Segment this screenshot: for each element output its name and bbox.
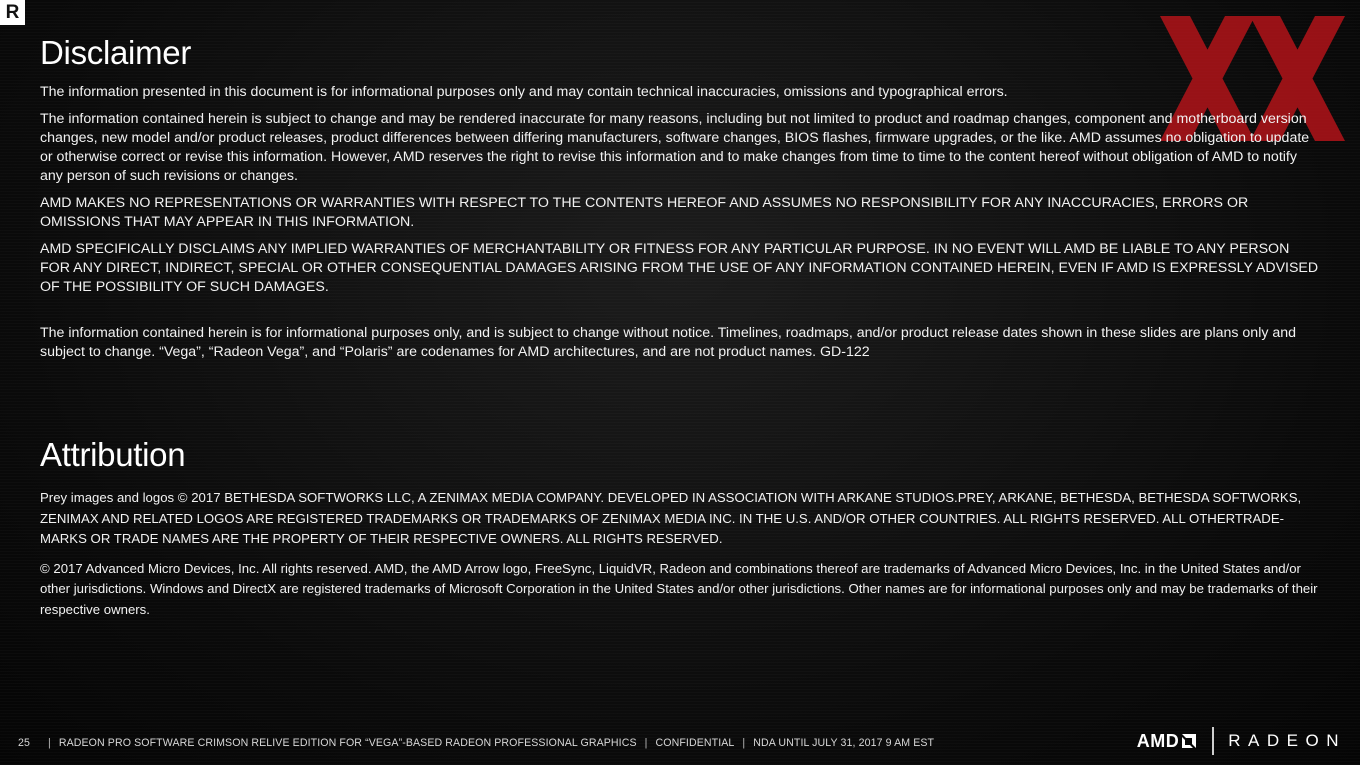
amd-logo-text: AMD [1136, 730, 1180, 751]
footer-separator: | [47, 737, 51, 749]
disclaimer-paragraph-5: The information contained herein is for informational purposes only, and is subject to change without notice. Timelines, roadmaps, and/or product release dates shown in these slides are plans only and subject to change. “Vega”, “Radeon Vega”, and “Polaris” are codenames for AMD architectures, and are not product names. GD-122 [40, 325, 1297, 360]
attribution-title: Attribution [40, 436, 186, 473]
disclaimer-body [40, 83, 1322, 370]
disclaimer-paragraph-1: The information presented in this document is for informational purposes only and may contain technical inaccuracies, omissions and typographical errors. [40, 84, 1008, 100]
disclaimer-paragraph-4: AMD SPECIFICALLY DISCLAIMS ANY IMPLIED WARRANTIES OF MERCHANTABILITY OR FITNESS FOR ANY PARTICULAR PURPOSE. IN NO EVENT WILL AMD BE LIABLE TO ANY PERSON FOR ANY DIRECT, INDIRECT, SPECIAL OR OTHER CONSEQUENTIAL DAMAGES ARISING FROM THE USE OF ANY INFORMATION CONTAINED HEREIN, EVEN IF AMD IS EXPRESSLY ADVISED OF THE POSSIBILITY OF SUCH DAMAGES. [40, 241, 1319, 295]
page-number: 25 [18, 737, 30, 749]
disclaimer-paragraph-2: The information contained herein is subject to change and may be rendered inaccurate for many reasons, including but not limited to product and roadmap changes, component and motherboard version changes, new model and/or product releases, product differences between differing manufacturers, software changes, BIOS flashes, firmware upgrades, or the like. AMD assumes no obligation to update or otherwise correct or revise this information. However, AMD reserves the right to revise this information and to make changes from time to time to the content hereof without obligation of AMD to notify any person of such revisions or changes. [40, 111, 1310, 184]
footer-nda: NDA UNTIL JULY 31, 2017 9 AM EST [753, 737, 935, 749]
footer [18, 737, 934, 749]
attribution-body [40, 488, 1325, 629]
amd-arrow-icon [1182, 734, 1196, 748]
footer-confidential: CONFIDENTIAL [655, 737, 735, 749]
footer-separator: | [742, 737, 746, 749]
attribution-paragraph-1: Prey images and logos © 2017 BETHESDA SOFTWORKS LLC, A ZENIMAX MEDIA COMPANY. DEVELOPED IN ASSOCIATION WITH ARKANE STUDIOS.PREY, ARKANE, BETHESDA, BETHESDA SOFTWORKS, ZENIMAX AND RELATED LOGOS ARE REGISTERED TRADEMARKS OR TRADEMARKS OF ZENIMAX MEDIA INC. IN THE U.S. AND/OR OTHER COUNTRIES. ALL RIGHTS RESERVED. ALL OTHERTRADE- MARKS OR TRADE NAMES ARE THE PROPERTY OF THEIR RESPECTIVE OWNERS. ALL RIGHTS RESERVED. [40, 490, 1302, 546]
brand-logos [1137, 726, 1346, 756]
footer-separator: | [644, 737, 648, 749]
disclaimer-title: Disclaimer [40, 34, 192, 71]
amd-logo [1137, 731, 1197, 752]
r-badge-icon: R [0, 0, 25, 25]
disclaimer-paragraph-3: AMD MAKES NO REPRESENTATIONS OR WARRANTIES WITH RESPECT TO THE CONTENTS HEREOF AND ASSUMES NO RESPONSIBILITY FOR ANY INACCURACIES, ERRORS OR OMISSIONS THAT MAY APPEAR IN THIS INFORMATION. [40, 195, 1249, 230]
attribution-paragraph-2: © 2017 Advanced Micro Devices, Inc. All rights reserved. AMD, the AMD Arrow logo, FreeSync, LiquidVR, Radeon and combinations thereof are trademarks of Advanced Micro Devices, Inc. in the United States and/or other jurisdictions. Windows and DirectX are registered trademarks of Microsoft Corporation in the United States and/or other jurisdictions. Other names are for informational purposes only and may be trademarks of their respective owners. [40, 560, 1318, 617]
brand-divider [1212, 727, 1214, 755]
footer-title: RADEON PRO SOFTWARE CRIMSON RELIVE EDITION FOR “VEGA”-BASED RADEON PROFESSIONAL GRAPHICS [58, 737, 637, 749]
radeon-logo: RADEON [1228, 731, 1346, 750]
